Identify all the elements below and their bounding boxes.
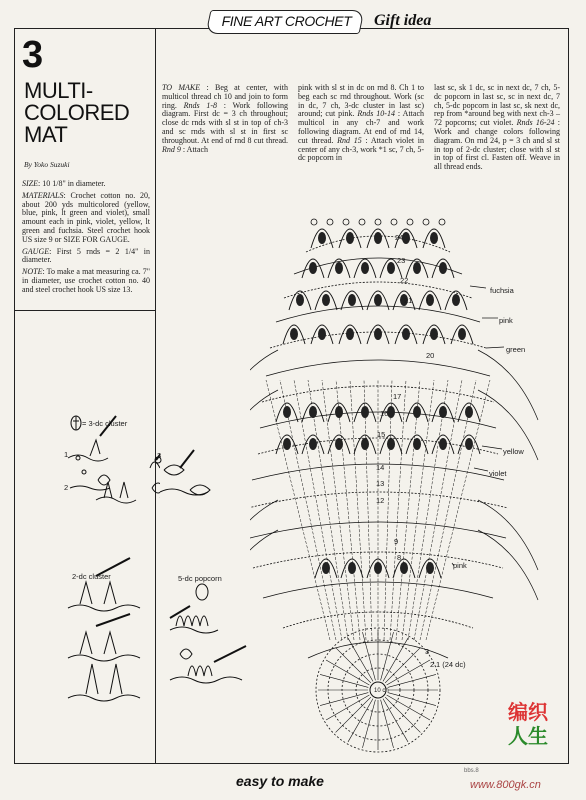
picot [359, 219, 365, 225]
stitch-line [420, 380, 476, 640]
title-line: MAT [24, 122, 68, 147]
title-line: MULTI- [24, 78, 93, 103]
popcorn-stitch [361, 406, 369, 418]
center-spoke [385, 648, 420, 683]
three-dc-cluster-symbol [71, 416, 81, 430]
stitch-line [390, 380, 406, 640]
instr-part: pink with sl st in dc on rnd 8. Ch 1 to beg each sc rnd throughout. Work (sc in dc, 7 ch, 3-dc cluster in last sc) around; cut pink. [298, 83, 424, 119]
size-text: : 10 1/8" in diameter. [38, 179, 106, 188]
instr-part: Rnds 10-14 [357, 109, 395, 119]
popcorn-stitch [374, 294, 382, 306]
center-spoke [381, 700, 394, 748]
header-banner-text: FINE ART CROCHET [221, 13, 352, 29]
round-number: 2 [430, 660, 435, 669]
popcorn-stitch [430, 328, 438, 340]
watermark-url: www.800gk.cn [470, 779, 541, 791]
stitch-line [350, 380, 366, 640]
step-number: 1 [64, 450, 69, 459]
round-number: 21 [404, 296, 413, 305]
center-spoke [388, 693, 436, 706]
label-leader [482, 446, 502, 449]
site-logo [508, 700, 568, 748]
popcorn-stitch [283, 406, 291, 418]
step-drawing [155, 450, 210, 495]
section-divider [14, 310, 155, 311]
popcorn-stitch [348, 294, 356, 306]
round-number: 22 [400, 276, 409, 285]
picot [391, 219, 397, 225]
gauge-label: GAUGE [22, 246, 50, 256]
round-number: 23 [397, 256, 406, 265]
round-number: 20 [426, 351, 435, 360]
picot [439, 219, 445, 225]
popcorn-stitch [452, 294, 460, 306]
author-byline: By Yoko Suzuki [24, 160, 70, 169]
stitch-line [384, 380, 392, 640]
popcorn-stitch [374, 562, 382, 574]
color-label-pink: pink [499, 316, 513, 325]
label-leader [474, 468, 488, 471]
popcorn-stitch [361, 262, 369, 274]
instr-part: : Work and change colors following diagram. On rnd 24, p = 3 ch and sl st in top of 2-dc cluster; close with sl st in top of first cl. Fasten off. Weave in all thread ends. [434, 118, 560, 172]
popcorn-stitch [322, 294, 330, 306]
step-number: 3 [157, 451, 162, 460]
popcorn-stitch [309, 262, 317, 274]
instr-part: TO MAKE [162, 83, 201, 92]
popcorn-stitch [335, 438, 343, 450]
stitch-line [336, 380, 360, 640]
step-number: 2 [64, 483, 69, 492]
picot [327, 219, 333, 225]
instructions-column-1 [162, 84, 288, 154]
picot [423, 219, 429, 225]
materials-spec [22, 192, 150, 245]
popcorn-stitch [439, 438, 447, 450]
note-spec [22, 268, 150, 294]
project-title [24, 80, 152, 146]
instr-part: Rnd 15 [337, 135, 362, 145]
two-dc-cluster-label: 2-dc cluster [72, 572, 111, 581]
round-number: 15 [377, 430, 386, 439]
round-number: 17 [393, 392, 402, 401]
round-1-label: 1 (24 dc) [436, 660, 466, 669]
instr-part: : Attach multicol in any ch-7 and work following diagram. At end of rnd 14, cut thread. [298, 109, 425, 145]
gauge-spec [22, 248, 150, 266]
instr-part: Rnd 9 [162, 144, 181, 154]
title-line: COLORED [24, 100, 130, 125]
popcorn-stitch [430, 232, 438, 244]
popcorn-stitch [283, 438, 291, 450]
gauge-text: : First 5 rnds = 2 1/4" in diameter. [22, 246, 150, 265]
popcorn-stitch [426, 562, 434, 574]
gift-idea-tagline: Gift idea [374, 12, 432, 29]
stitch-line [308, 380, 348, 640]
instr-part: Rnds 16-24 [516, 118, 555, 128]
side-chain [478, 530, 538, 600]
side-chain [478, 350, 538, 420]
popcorn-stitch [413, 262, 421, 274]
round-number: 8 [397, 553, 402, 562]
popcorn-stitch [348, 562, 356, 574]
popcorn-stitch [335, 262, 343, 274]
picot [343, 219, 349, 225]
popcorn-stitch [439, 262, 447, 274]
popcorn-stitch [296, 294, 304, 306]
round-number: 24 [395, 233, 404, 242]
instr-part: : Work following diagram. First dc = 3 ch throughout; close dc rnds with sl st in top of ch-3 and sc rnds with sl st in first sc throughout. At end of rnd 8 cut thread. [162, 100, 288, 145]
center-spoke [320, 674, 368, 687]
popcorn-stitch [465, 406, 473, 418]
popcorn-stitch [387, 262, 395, 274]
popcorn-stitch [426, 294, 434, 306]
five-dc-popcorn-label: 5-dc popcorn [178, 574, 222, 583]
color-label-violet: violet [489, 469, 507, 478]
round-number: 16 [380, 409, 389, 418]
popcorn-stitch [318, 328, 326, 340]
logo-text-bottom: 人生 [508, 724, 548, 748]
popcorn-stitch [346, 232, 354, 244]
round-number: 13 [376, 479, 385, 488]
instr-part: Rnds 1-8 [183, 100, 218, 110]
instr-part: : Attach [180, 144, 208, 154]
project-number: 3 [22, 34, 44, 76]
popcorn-stitch [322, 562, 330, 574]
round-arc [266, 360, 490, 376]
logo-text-top: 编织 [508, 700, 548, 724]
popcorn-stitch [439, 406, 447, 418]
stitch-legend-drawings [60, 408, 160, 788]
side-chain [250, 350, 278, 420]
easy-to-make-logo: easy to make [236, 773, 324, 789]
popcorn-stitch [400, 562, 408, 574]
picot [407, 219, 413, 225]
popcorn-stitch [458, 328, 466, 340]
center-spoke [388, 674, 436, 687]
round-number: 3 [425, 647, 430, 656]
popcorn-stitch [413, 438, 421, 450]
popcorn-stitch [374, 232, 382, 244]
instructions-column-3 [434, 84, 560, 172]
note-text: : To make a mat measuring ca. 7" in diameter, use crochet cotton no. 40 and steel crochet hook US size 13. [22, 267, 150, 294]
crochet-chart-diagram [250, 200, 570, 760]
round-number: 12 [376, 496, 385, 505]
popcorn-stitch [413, 406, 421, 418]
label-leader [470, 286, 486, 288]
round-number: 14 [376, 463, 385, 472]
specs-block [22, 180, 150, 298]
color-label-green: green [506, 345, 526, 354]
label-leader [486, 347, 504, 348]
instr-part: : Beg at center, with multicol thread ch 10 and join to form ring. [162, 83, 289, 110]
three-dc-cluster-label: = 3-dc cluster [82, 419, 128, 428]
stitch-line [396, 380, 420, 640]
center-ring-label: 10 ch [374, 688, 389, 694]
popcorn-stitch [335, 406, 343, 418]
popcorn-stitch [361, 438, 369, 450]
materials-label: MATERIALS [22, 190, 64, 200]
popcorn-stitch [346, 328, 354, 340]
size-label: SIZE [22, 179, 38, 188]
picot [311, 219, 317, 225]
center-spoke [336, 697, 371, 732]
color-label-yellow: yellow [503, 447, 524, 456]
stitch-line [280, 380, 336, 640]
popcorn-stitch [309, 406, 317, 418]
color-label-pink: pink [453, 561, 467, 570]
popcorn-stitch [374, 328, 382, 340]
stitch-line [364, 380, 372, 640]
size-spec [22, 180, 150, 189]
picot [375, 219, 381, 225]
stitch-legend-drawings-right [150, 430, 258, 780]
side-chain [250, 390, 278, 460]
instr-part: : Attach violet in center of any ch-3, work *1 sc, 7 ch, 5-dc popcorn in [298, 135, 425, 163]
center-spoke [336, 648, 371, 683]
center-spoke [385, 697, 420, 732]
instr-part: last sc, sk 1 dc, sc in next dc, 7 ch, 5-dc popcorn in last sc, sc in next dc, 7 ch, 5-dc popcorn in last sc, sk next dc, rep from *around beg with next ch-3 – 72 popcorns; cut violet. [434, 83, 560, 128]
popcorn-stitch [387, 438, 395, 450]
round-arc [276, 306, 480, 322]
instructions-column-2 [298, 84, 424, 163]
popcorn-stitch [318, 232, 326, 244]
materials-text: : Crochet cotton no. 20, about 200 yds multicolored (yellow, blue, pink, lt green and violet), small amount each in pink, violet, yellow, lt green and fuchsia. Steel crochet hook US size 9 or SIZE FOR GAUGE. [22, 190, 150, 244]
five-dc-popcorn-drawing [170, 584, 246, 683]
stitch-line [408, 380, 448, 640]
popcorn-stitch [402, 328, 410, 340]
popcorn-stitch [465, 438, 473, 450]
color-label-fuchsia: fuchsia [490, 286, 514, 295]
popcorn-stitch [290, 328, 298, 340]
small-watermark: bbs.8 [464, 768, 479, 774]
round-number: 9 [394, 537, 399, 546]
note-label: NOTE [22, 267, 43, 277]
popcorn-stitch [309, 438, 317, 450]
